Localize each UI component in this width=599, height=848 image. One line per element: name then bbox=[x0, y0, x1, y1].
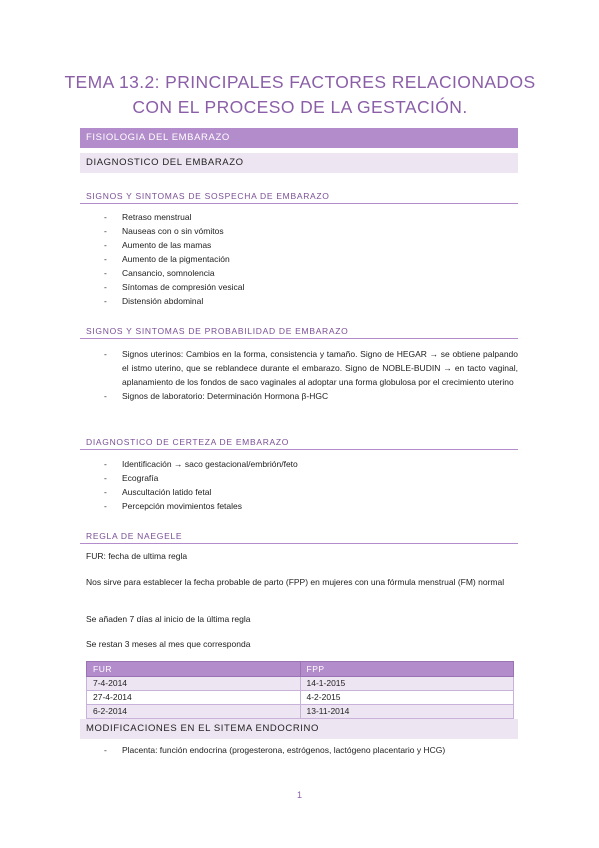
list-item: - Síntomas de compresión vesical bbox=[100, 280, 518, 294]
page-title bbox=[60, 70, 540, 120]
table-cell: 13-11-2014 bbox=[300, 705, 514, 719]
table-header-row bbox=[87, 662, 514, 677]
list-item: - Identificación → saco gestacional/embrión/feto bbox=[100, 457, 518, 471]
list-item: - Signos uterinos: Cambios en la forma, consistencia y tamaño. Signo de HEGAR → se obtiene palpando el istmo uterino, que se reblandece durante el embarazo. Signo de NOBLE-BUDIN → en tacto vaginal, aplanamiento de los fondos de saco vaginales al adoptar una forma globulosa por el crecimiento uterino bbox=[100, 347, 518, 389]
list-item: - Aumento de la pigmentación bbox=[100, 252, 518, 266]
table-row bbox=[87, 705, 514, 719]
list-endocrino bbox=[100, 743, 518, 757]
list-item: - Percepción movimientos fetales bbox=[100, 499, 518, 513]
paragraph-subtract-months: Se restan 3 meses al mes que corresponda bbox=[86, 639, 251, 649]
list-item: - Auscultación latido fetal bbox=[100, 485, 518, 499]
list-item: - Nauseas con o sin vómitos bbox=[100, 224, 518, 238]
heading-naegele: REGLA DE NAEGELE bbox=[80, 529, 518, 544]
section-diagnostico: DIAGNOSTICO DEL EMBARAZO bbox=[80, 153, 518, 173]
list-sospecha bbox=[100, 210, 518, 308]
list-item: - Cansancio, somnolencia bbox=[100, 266, 518, 280]
paragraph-fur: FUR: fecha de ultima regla bbox=[86, 551, 188, 561]
list-item: - Placenta: función endocrina (progesterona, estrógenos, lactógeno placentario y HCG) bbox=[100, 743, 518, 757]
list-probabilidad bbox=[100, 347, 518, 403]
page-number: 1 bbox=[296, 790, 302, 800]
heading-sospecha: SIGNOS Y SINTOMAS DE SOSPECHA DE EMBARAZO bbox=[80, 189, 518, 204]
table-header-fpp: FPP bbox=[300, 662, 514, 677]
list-item: - Distensión abdominal bbox=[100, 294, 518, 308]
paragraph-fpp: Nos sirve para establecer la fecha probable de parto (FPP) en mujeres con una fórmula menstrual (FM) normal bbox=[86, 577, 505, 587]
naegele-table bbox=[86, 661, 514, 719]
table-cell: 14-1-2015 bbox=[300, 677, 514, 691]
table-cell: 7-4-2014 bbox=[87, 677, 301, 691]
list-certeza bbox=[100, 457, 518, 513]
table-cell: 27-4-2014 bbox=[87, 691, 301, 705]
section-endocrino: MODIFICACIONES EN EL SITEMA ENDOCRINO bbox=[80, 719, 518, 739]
section-fisiologia: FISIOLOGIA DEL EMBARAZO bbox=[80, 128, 518, 148]
list-item: - Ecografía bbox=[100, 471, 518, 485]
heading-certeza: DIAGNOSTICO DE CERTEZA DE EMBARAZO bbox=[80, 435, 518, 450]
heading-probabilidad: SIGNOS Y SINTOMAS DE PROBABILIDAD DE EMBARAZO bbox=[80, 324, 518, 339]
table-cell: 4-2-2015 bbox=[300, 691, 514, 705]
list-item: - Aumento de las mamas bbox=[100, 238, 518, 252]
paragraph-add-days: Se añaden 7 días al inicio de la última regla bbox=[86, 614, 251, 624]
table-cell: 6-2-2014 bbox=[87, 705, 301, 719]
list-item: - Retraso menstrual bbox=[100, 210, 518, 224]
title-line-2: CON EL PROCESO DE LA GESTACIÓN. bbox=[132, 97, 468, 117]
table-row bbox=[87, 677, 514, 691]
table-header-fur: FUR bbox=[87, 662, 301, 677]
list-item: - Signos de laboratorio: Determinación Hormona β-HGC bbox=[100, 389, 518, 403]
table-row bbox=[87, 691, 514, 705]
title-line-1: TEMA 13.2: PRINCIPALES FACTORES RELACIONADOS bbox=[64, 72, 536, 92]
